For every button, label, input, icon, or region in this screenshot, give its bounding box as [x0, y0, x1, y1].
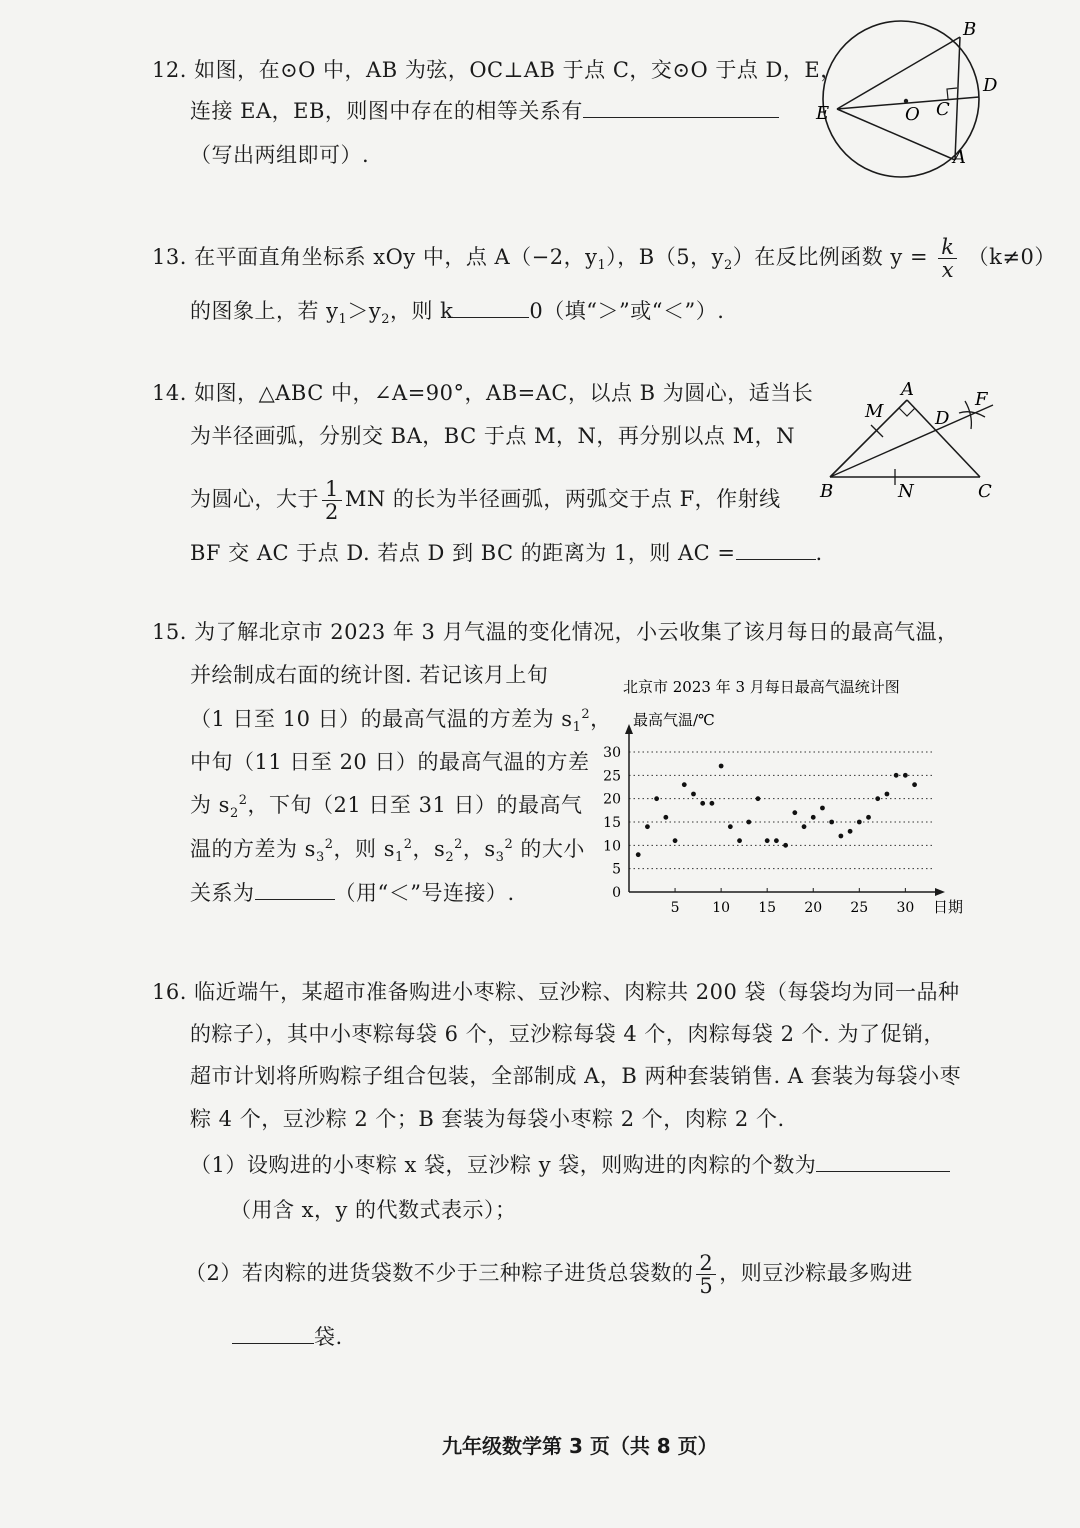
data-point-day-9	[710, 801, 715, 806]
q13-text-b: ），B（5，y	[606, 245, 724, 269]
q15-line7	[190, 878, 515, 908]
data-point-day-30	[903, 773, 908, 778]
right-angle-a	[899, 408, 915, 416]
data-point-day-3	[654, 796, 659, 801]
q14-line3-b: MN 的长为半径画弧，两弧交于点 F，作射线	[344, 487, 781, 511]
temperature-scatter-chart	[595, 672, 980, 922]
ytick-label-15: 15	[603, 815, 621, 831]
right-angle-mark	[947, 88, 957, 99]
q15-line5-b: ，下旬（21 日至 31 日）的最高气	[247, 793, 583, 817]
data-point-day-7	[691, 792, 696, 797]
label-b: B	[963, 19, 977, 40]
q14-line4-end: .	[815, 541, 823, 565]
x-axis-arrow	[935, 888, 945, 896]
label-e: E	[816, 103, 830, 124]
q14-frac-den: 2	[325, 500, 339, 524]
label-c: C	[978, 481, 992, 502]
q16-fraction	[696, 1252, 716, 1297]
q15-line6-b: ，则 s	[333, 837, 395, 861]
answer-blank-12[interactable]	[583, 99, 779, 118]
data-point-day-24	[848, 829, 853, 834]
q13-text-c: ）在反比例函数 y =	[732, 245, 929, 269]
label-a: A	[953, 147, 966, 168]
data-point-day-25	[857, 820, 862, 825]
q14-frac-num: 1	[322, 478, 342, 501]
data-point-day-4	[663, 815, 668, 820]
q15-line6-e: 的大小	[513, 837, 585, 861]
q15-line7-a: 关系为	[190, 881, 255, 905]
q15-line2: 并绘制成右面的统计图. 若记该月上旬	[190, 663, 549, 687]
data-point-day-18	[792, 810, 797, 815]
q15-line4: 中旬（11 日至 20 日）的最高气温的方差	[190, 750, 590, 774]
label-n: N	[898, 481, 914, 502]
data-point-day-17	[783, 843, 788, 848]
q16-part1-text: （1）设购进的小枣粽 x 袋，豆沙粽 y 袋，则购进的肉粽的个数为	[190, 1153, 817, 1177]
data-point-day-31	[912, 782, 917, 787]
q14-line4	[190, 538, 823, 568]
q13-text-a: 13. 在平面直角坐标系 xOy 中，点 A（−2，y	[152, 245, 598, 269]
xtick-label-10: 10	[712, 900, 731, 916]
q12-line2-text: 连接 EA，EB，则图中存在的相等关系有	[190, 99, 583, 123]
data-point-day-22	[829, 820, 834, 825]
ytick-label-0: 0	[612, 885, 621, 901]
data-point-day-19	[802, 824, 807, 829]
data-point-day-28	[885, 792, 890, 797]
q15-line6-c: ，s	[412, 837, 446, 861]
data-point-day-5	[673, 838, 678, 843]
q13-line2-sub1: 1	[338, 312, 348, 328]
q15-line5-a: 为 s	[190, 793, 230, 817]
q12-line1: 12. 如图，在⊙O 中，AB 为弦，OC⊥AB 于点 C，交⊙O 于点 D，E，	[152, 58, 842, 82]
q12-circle-figure	[810, 15, 1010, 190]
ytick-label-25: 25	[603, 768, 621, 785]
xtick-label-25: 25	[850, 900, 869, 916]
label-f: F	[975, 389, 988, 410]
ytick-label-30: 30	[603, 745, 621, 761]
label-a: A	[901, 379, 914, 400]
q14-fraction	[322, 478, 342, 523]
label-m: M	[865, 401, 884, 422]
q14-line4-text: BF 交 AC 于点 D. 若点 D 到 BC 的距离为 1，则 AC =	[190, 541, 736, 565]
q15-line6-a: 温的方差为 s	[190, 837, 316, 861]
chart-title: 北京市 2023 年 3 月每日最高气温统计图	[623, 678, 900, 696]
y-axis-arrow	[625, 724, 633, 734]
data-point-day-11	[728, 824, 733, 829]
q15-line3-a: （1 日至 10 日）的最高气温的方差为 s	[190, 707, 573, 731]
q14-line3	[190, 478, 781, 523]
ray-bf	[830, 405, 993, 477]
q16-line2: 的粽子），其中小枣粽每袋 6 个，豆沙粽每袋 4 个，肉粽每袋 2 个. 为了促销，	[190, 1022, 945, 1046]
q13-frac-num: k	[938, 236, 957, 259]
q13-line2	[190, 296, 724, 326]
q15-line6: 温的方差为 $s_3^2$，则 $s_1^2$，$s_2^2$，$s_3^2$ 的大小	[190, 837, 585, 866]
q13-fraction	[938, 236, 957, 281]
q13-sub-2: 2	[723, 258, 733, 274]
q16-part2	[185, 1252, 913, 1297]
q13-line2-sub2: 2	[381, 312, 390, 328]
q16-part1-note: （用含 x，y 的代数式表示）；	[230, 1198, 517, 1222]
q16-part2-text-b: ，则豆沙粽最多购进	[719, 1261, 913, 1285]
answer-blank-14[interactable]	[736, 541, 816, 560]
data-point-day-10	[719, 764, 724, 769]
q15-line7-b: （用“＜”号连接）.	[334, 881, 515, 905]
data-point-day-26	[866, 815, 871, 820]
xtick-label-5: 5	[670, 900, 680, 916]
q14-line3-a: 为圆心，大于	[190, 487, 319, 511]
data-point-day-13	[746, 820, 751, 825]
data-point-day-16	[774, 838, 779, 843]
data-point-day-6	[682, 782, 687, 787]
answer-blank-16-2[interactable]	[232, 1325, 314, 1344]
center-point	[904, 99, 908, 103]
label-c: C	[936, 99, 950, 120]
label-b: B	[820, 481, 834, 502]
q13-line2-b: ＞y	[347, 299, 382, 323]
ytick-label-20: 20	[603, 791, 621, 808]
q13-line2-a: 的图象上，若 y	[190, 299, 339, 323]
data-point-day-21	[820, 806, 825, 811]
page-footer: 九年级数学第 3 页（共 8 页）	[442, 1434, 718, 1458]
q13-line1	[152, 236, 1056, 281]
data-point-day-23	[838, 834, 843, 839]
answer-blank-13[interactable]	[453, 299, 529, 318]
q13-frac-den: x	[941, 258, 955, 282]
data-point-day-29	[894, 773, 899, 778]
label-o: O	[905, 104, 920, 125]
q16-frac-num: 2	[696, 1252, 716, 1275]
q15-line3: （1 日至 10 日）的最高气温的方差为 $s_1^2$，	[190, 707, 612, 736]
q14-triangle-figure	[815, 375, 1005, 505]
data-point-day-1	[636, 852, 641, 857]
q13-line2-c: ，则 k	[389, 299, 454, 323]
q12-line3: （写出两组即可）.	[190, 143, 370, 167]
data-point-day-14	[756, 796, 761, 801]
answer-blank-15[interactable]	[255, 881, 335, 900]
ytick-label-10: 10	[603, 838, 621, 855]
q14-line1: 14. 如图，△ABC 中，∠A=90°，AB=AC，以点 B 为圆心，适当长	[152, 381, 814, 405]
q16-part2-end	[232, 1322, 343, 1352]
q16-line4: 粽 4 个，豆沙粽 2 个；B 套装为每袋小枣粽 2 个，肉粽 2 个.	[190, 1107, 785, 1131]
q13-text-d: （k≠0）	[967, 245, 1056, 269]
chart-ylabel: 最高气温/℃	[633, 711, 715, 729]
q16-line1: 16. 临近端午，某超市准备购进小枣粽、豆沙粽、肉粽共 200 袋（每袋均为同一品种	[152, 980, 960, 1004]
data-point-day-2	[645, 824, 650, 829]
q16-part2-unit: 袋.	[314, 1325, 343, 1349]
data-point-day-15	[765, 838, 770, 843]
arc-f-1	[965, 401, 971, 429]
q13-sub-1: 1	[597, 258, 607, 274]
data-point-day-27	[875, 796, 880, 801]
data-point-day-12	[737, 838, 742, 843]
q12-line2	[190, 96, 779, 126]
q15-line6-d: ，s	[462, 837, 496, 861]
q16-frac-den: 5	[699, 1274, 714, 1298]
q13-line2-d: 0（填“＞”或“＜”）.	[529, 299, 725, 323]
label-d: D	[935, 408, 950, 429]
q16-part1	[190, 1150, 950, 1180]
q15-line1: 15. 为了解北京市 2023 年 3 月气温的变化情况，小云收集了该月每日的最高气温，	[152, 620, 959, 644]
q14-line2: 为半径画弧，分别交 BA，BC 于点 M，N，再分别以点 M，N	[190, 424, 795, 448]
data-point-day-20	[811, 815, 816, 820]
xtick-label-15: 15	[758, 900, 777, 916]
q16-line3: 超市计划将所购粽子组合包装，全部制成 A，B 两种套装销售. A 套装为每袋小枣	[190, 1064, 962, 1088]
data-point-day-8	[700, 801, 705, 806]
xtick-label-20: 20	[804, 900, 823, 916]
answer-blank-16-1[interactable]	[816, 1153, 950, 1172]
xtick-label-30: 30	[896, 900, 915, 916]
label-d: D	[983, 75, 998, 96]
ytick-label-5: 5	[612, 861, 621, 878]
chart-xlabel: 日期	[933, 898, 964, 916]
q15-line5: 为 $s_2^2$，下旬（21 日至 31 日）的最高气	[190, 793, 583, 822]
q16-part2-text-a: （2）若肉粽的进货袋数不少于三种粽子进货总袋数的	[185, 1261, 694, 1285]
